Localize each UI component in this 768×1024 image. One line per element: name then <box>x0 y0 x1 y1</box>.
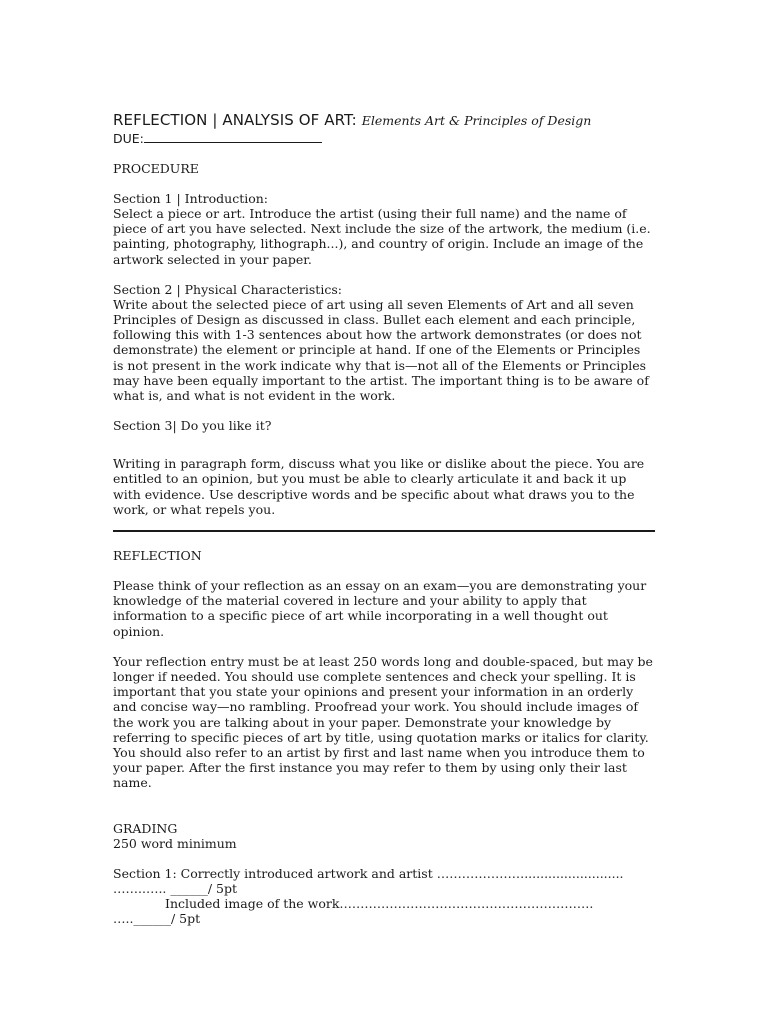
text-line: the work you are talking about in your paper. Demonstrate your knowledge by <box>113 714 612 730</box>
text-line: following this with 1-3 sentences about how the artwork demonstrates (or does not <box>113 327 642 343</box>
section1-text <box>113 206 659 267</box>
section1-title: Section 1 | Introduction: <box>113 191 269 206</box>
text-line: Writing in paragraph form, discuss what you like or dislike about the piece. You are <box>113 456 645 472</box>
section2-title: Section 2 | Physical Characteristics: <box>113 281 342 297</box>
section2-text <box>113 297 659 403</box>
text-line: what is, and what is not evident in the work. <box>113 388 396 404</box>
text-line: demonstrate) the element or principle at hand. If one of the Elements or Principles <box>113 342 641 358</box>
text-line: with evidence. Use descriptive words and be specific about what draws you to the <box>113 486 635 502</box>
text-line: Principles of Design as discussed in class. Bullet each element and each principle, <box>113 312 636 328</box>
due-line <box>113 131 659 146</box>
text-line: Write about the selected piece of art using all seven Elements of Art and all seven <box>113 296 634 312</box>
text-line: may have been equally important to the artist. The important thing is to be aware of <box>113 372 649 388</box>
due-blank <box>144 131 322 143</box>
document-page <box>113 110 659 926</box>
text-line: referring to specific pieces of art by title, using quotation marks or italics for clarity. <box>113 729 649 745</box>
grading-minimum: 250 word minimum <box>113 835 237 851</box>
title-subtitle: Elements Art & Principles of Design <box>361 113 592 128</box>
grading-line: Section 1: Correctly introduced artwork and artist …………………......................... <box>113 865 624 881</box>
reflection-paragraph-2 <box>113 654 659 791</box>
reflection-heading: REFLECTION <box>113 548 202 564</box>
reflection-paragraph-1 <box>113 578 659 639</box>
section3-title: Section 3| Do you like it? <box>113 418 272 434</box>
text-line: information to a specific piece of art while incorporating in a well thought out <box>113 608 608 624</box>
text-line: You should also refer to an artist by first and last name when you introduce them to <box>113 745 645 761</box>
text-line: painting, photography, lithograph...), and country of origin. Include an image of the <box>113 236 644 252</box>
text-line: artwork selected in your paper. <box>113 251 312 267</box>
text-line: opinion. <box>113 623 165 639</box>
text-line: piece of art you have selected. Next include the size of the artwork, the medium (i.e. <box>113 221 651 237</box>
grading-line: ……..….. ______/ 5pt <box>113 880 238 896</box>
text-line: knowledge of the material covered in lecture and your ability to apply that <box>113 593 587 609</box>
title-main: REFLECTION | ANALYSIS OF ART: <box>113 111 357 129</box>
text-line: Select a piece or art. Introduce the artist (using their full name) and the name of <box>113 206 627 221</box>
grading-line: …..______/ 5pt <box>113 910 201 926</box>
grading-heading: GRADING <box>113 820 178 836</box>
text-line: important that you state your opinions and present your information in an orderly <box>113 684 634 700</box>
grading-line: Included image of the work……………………………………………………. <box>165 895 594 911</box>
text-line: Please think of your reflection as an essay on an exam—you are demonstrating your <box>113 578 647 594</box>
document-title <box>113 110 659 131</box>
text-line: Your reflection entry must be at least 250 words long and double-spaced, but may be <box>113 653 653 669</box>
text-line: work, or what repels you. <box>113 501 276 517</box>
text-line: name. <box>113 775 152 791</box>
text-line: longer if needed. You should use complete sentences and check your spelling. It is <box>113 669 636 685</box>
text-line: entitled to an opinion, but you must be able to clearly articulate it and back it up <box>113 471 627 487</box>
text-line: is not present in the work indicate why that is—not all of the Elements or Principles <box>113 357 647 373</box>
procedure-heading: PROCEDURE <box>113 161 199 176</box>
text-line: your paper. After the first instance you may refer to them by using only their last <box>113 760 627 776</box>
due-label: DUE: <box>113 131 144 146</box>
text-line: and concise way—no rambling. Proofread your work. You should include images of <box>113 699 638 715</box>
section3-text <box>113 456 659 517</box>
